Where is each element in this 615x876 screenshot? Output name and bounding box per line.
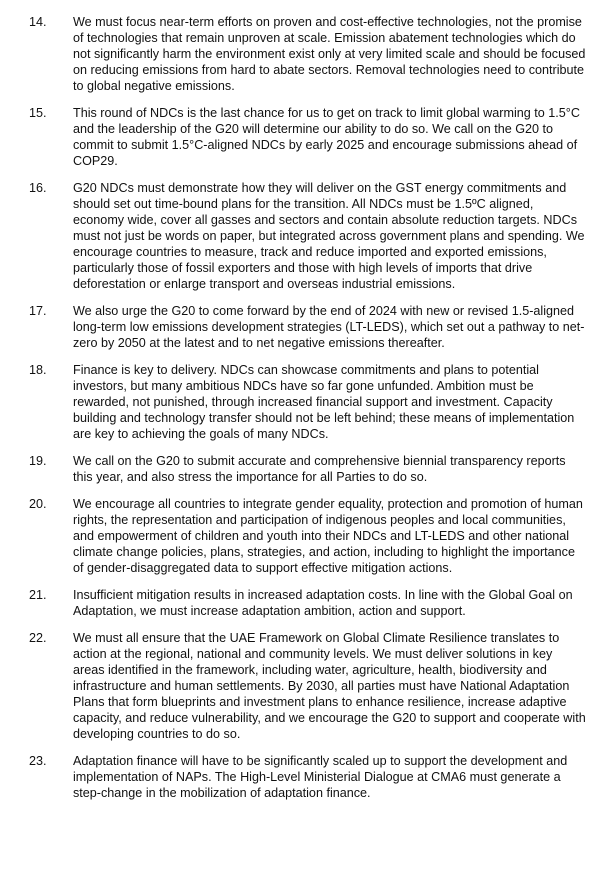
paragraph-number: 22. — [29, 631, 47, 645]
paragraph-19 — [29, 453, 595, 485]
paragraph-text: We call on the G20 to submit accurate and comprehensive biennial transparency reports this year, and also stress the importance for all Parties to do so. — [73, 454, 566, 484]
paragraph-number: 15. — [29, 106, 47, 120]
paragraph-23 — [29, 753, 595, 801]
paragraph-15 — [29, 105, 595, 169]
paragraph-number: 23. — [29, 754, 47, 768]
paragraph-21 — [29, 587, 595, 619]
paragraph-number: 14. — [29, 15, 47, 29]
paragraph-20 — [29, 496, 595, 576]
paragraph-number: 16. — [29, 181, 47, 195]
paragraph-text: We must all ensure that the UAE Framework on Global Climate Resilience translates to action at the regional, national and community levels. We must deliver solutions in key areas identified in the framework, including water, agriculture, health, biodiversity and infrastructure and human settlements. By 2030, all parties must have National Adaptation Plans that form blueprints and investment plans to enhance resilience, increase adaptive capacity, and reduce vulnerability, and we encourage the G20 to support and cooperate with developing countries to do so. — [73, 631, 586, 741]
paragraph-text: Insufficient mitigation results in increased adaptation costs. In line with the Global Goal on Adaptation, we must increase adaptation ambition, action and support. — [73, 588, 573, 618]
paragraph-16 — [29, 180, 595, 292]
paragraph-14 — [29, 14, 595, 94]
paragraph-number: 21. — [29, 588, 47, 602]
paragraph-22 — [29, 630, 595, 742]
paragraph-text: We encourage all countries to integrate gender equality, protection and promotion of human rights, the representation and participation of indigenous peoples and local communities, and empowerment of children and youth into their NDCs and LT-LEDS and other national climate change policies, plans, strategies, and action, including to highlight the importance of gender-disaggregated data to support effective mitigation actions. — [73, 497, 583, 575]
paragraph-number: 17. — [29, 304, 47, 318]
paragraph-17 — [29, 303, 595, 351]
paragraph-text: We also urge the G20 to come forward by the end of 2024 with new or revised 1.5-aligned long-term low emissions development strategies (LT-LEDS), which set out a pathway to net-zero by 2050 at the latest and to net negative emissions thereafter. — [73, 304, 585, 350]
paragraph-text: G20 NDCs must demonstrate how they will deliver on the GST energy commitments and should set out time-bound plans for the transition. All NDCs must be 1.5ºC aligned, economy wide, cover all gasses and sectors and contain absolute reduction targets. NDCs must not just be words on paper, but integrated across government plans and spending. We encourage countries to measure, track and reduce imported and exported emissions, particularly those of fossil exporters and those with high levels of imports that drive deforestation or enlarge transport and overseas industrial emissions. — [73, 181, 585, 291]
paragraph-text: This round of NDCs is the last chance for us to get on track to limit global warming to 1.5°C and the leadership of the G20 will determine our ability to do so. We call on the G20 to commit to submit 1.5°C-aligned NDCs by early 2025 and encourage submissions ahead of COP29. — [73, 106, 580, 168]
paragraph-text: Finance is key to delivery. NDCs can showcase commitments and plans to potential investors, but many ambitious NDCs have so far gone unfunded. Ambition must be rewarded, not punished, through increased financial support and investment. Capacity building and technology transfer should not be left behind; these means of implementation are key to achieving the goals of many NDCs. — [73, 363, 575, 441]
paragraph-number: 18. — [29, 363, 47, 377]
paragraph-number: 20. — [29, 497, 47, 511]
paragraph-text: Adaptation finance will have to be significantly scaled up to support the development and implementation of NAPs. The High-Level Ministerial Dialogue at CMA6 must generate a step-change in the mobilization of adaptation finance. — [73, 754, 568, 800]
paragraph-18 — [29, 362, 595, 442]
paragraph-text: We must focus near-term efforts on proven and cost-effective technologies, not the promise of technologies that remain unproven at scale. Emission abatement technologies which do not significantly harm the environment exist only at very limited scale and should be focused on reducing emissions from hard to abate sectors. Removal technologies need to contribute to global negative emissions. — [73, 15, 586, 93]
paragraph-number: 19. — [29, 454, 47, 468]
